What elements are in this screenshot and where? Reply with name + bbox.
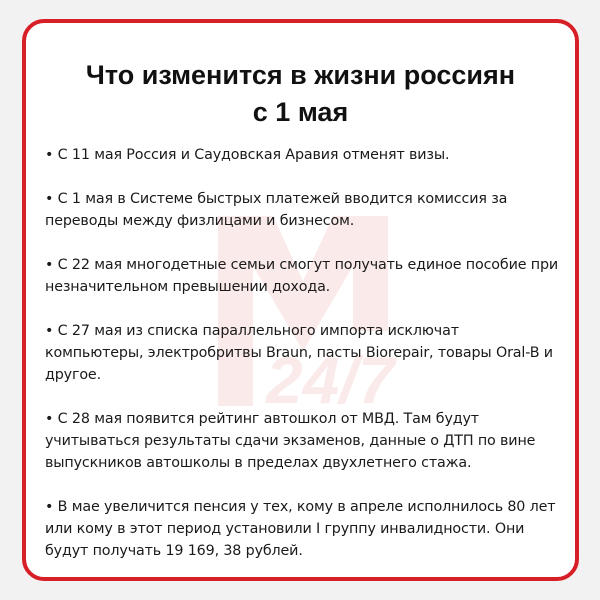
page-title	[26, 57, 575, 131]
title-line-2: с 1 мая	[252, 97, 349, 127]
news-card	[22, 19, 579, 581]
list-item: • С 22 мая многодетные семьи смогут получать единое пособие при незначительном превышении дохода.	[45, 257, 559, 295]
changes-list	[45, 144, 560, 562]
list-item: • В мае увеличится пенсия у тех, кому в апреле исполнилось 80 лет или кому в этот период установили I группу инвалидности. Они будут получать 19 169, 38 рублей.	[45, 499, 556, 559]
list-item: • С 27 мая из списка параллельного импорта исключат компьютеры, электробритвы Braun, пасты Biorepair, товары Oral-B и другое.	[45, 323, 553, 383]
list-item: • С 28 мая появится рейтинг автошкол от МВД. Там будут учитываться результаты сдачи экзаменов, данные о ДТП по вине выпускников автошколы в пределах двухлетнего стажа.	[45, 411, 536, 471]
title-line-1: Что изменится в жизни россиян	[85, 60, 516, 90]
list-item: • С 11 мая Россия и Саудовская Аравия отменят визы.	[45, 147, 450, 163]
list-item: • С 1 мая в Системе быстрых платежей вводится комиссия за переводы между физлицами и бизнесом.	[45, 191, 508, 229]
watermark-text: 24/7	[266, 343, 395, 411]
